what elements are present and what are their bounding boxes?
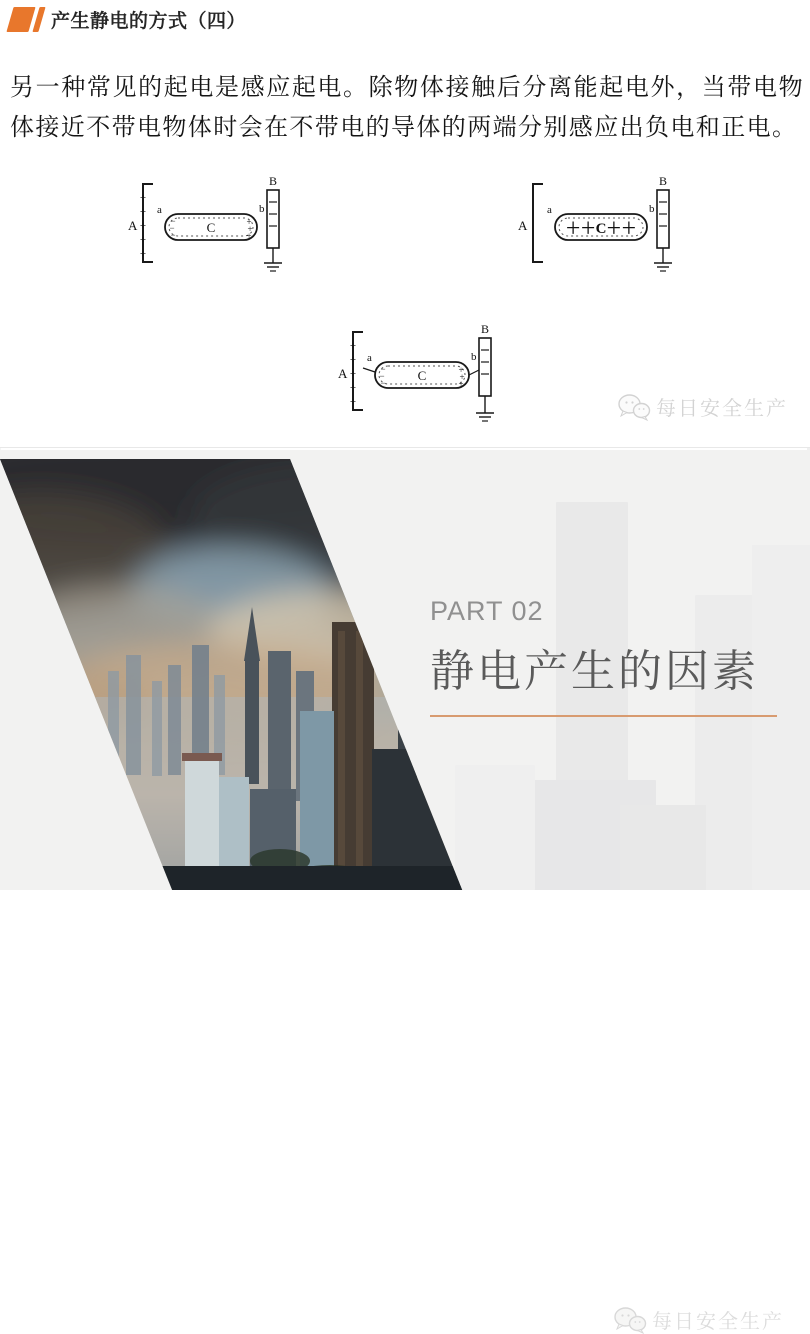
- plate-a-charge: +: [139, 220, 147, 232]
- plate-a-label: A: [338, 366, 348, 381]
- conductor-right-charge: +: [246, 231, 252, 241]
- ghost-building: [455, 765, 535, 890]
- title-underline-rule: [430, 715, 777, 717]
- terminal-b-label: b: [649, 203, 655, 215]
- wechat-chat-bubbles-icon: [613, 1306, 647, 1334]
- terminal-b-label: b: [259, 203, 265, 215]
- conductor-right-charge: +: [247, 224, 253, 234]
- conductor-left-charge: −: [379, 371, 385, 381]
- slide-two: [0, 450, 810, 1333]
- plate-a-charge: +: [139, 206, 147, 218]
- watermark-text: 每日安全生产: [652, 1311, 784, 1333]
- page-title: 产生静电的方式（四）: [51, 11, 247, 32]
- city-skyline-photo: [0, 459, 464, 890]
- slide-title-block: [430, 596, 777, 717]
- plate-a-charge: +: [349, 382, 357, 394]
- conductor-left-charge: −: [169, 223, 175, 233]
- conductor-right-charge: +: [458, 365, 464, 375]
- terminal-a-label: a: [547, 204, 552, 216]
- slash-big-shape: [6, 7, 35, 32]
- plate-a-charge: +: [349, 354, 357, 366]
- conductor-left-charge: −: [380, 364, 386, 374]
- induction-diagram-3: [333, 320, 513, 432]
- induction-diagram-1: [123, 172, 303, 280]
- plate-b-label: B: [480, 322, 490, 336]
- conductor-right-charge: +: [459, 372, 465, 382]
- slide-title: 静电产生的因素: [430, 647, 759, 696]
- plate-a-charge: +: [139, 234, 147, 246]
- part-number-label: PART 02: [430, 596, 544, 626]
- conductor-left-charge: −: [380, 378, 386, 388]
- conductor-left-charge: −: [170, 230, 176, 240]
- plate-b-label: B: [658, 174, 668, 188]
- orange-slash-icon: [10, 7, 42, 32]
- plate-a-label: A: [128, 218, 138, 233]
- ghost-building: [620, 805, 706, 890]
- plate-a-charge: +: [139, 248, 147, 260]
- wechat-chat-bubbles-icon: [617, 393, 651, 421]
- terminal-a-label: a: [157, 204, 162, 216]
- watermark-text: 每日安全生产: [656, 398, 788, 420]
- conductor-left-charge: −: [170, 216, 176, 226]
- terminal-a-label: a: [367, 352, 372, 364]
- watermark-top: [617, 392, 788, 421]
- conductor-charges-text: ＋＋C＋＋: [565, 221, 637, 237]
- plate-a-label: A: [518, 218, 528, 233]
- plate-a-charge: +: [349, 368, 357, 380]
- conductor-right-charge: +: [458, 379, 464, 389]
- conductor-c-label: C: [417, 368, 427, 383]
- terminal-b-label: b: [471, 351, 477, 363]
- induction-diagram-2: [513, 172, 693, 280]
- plate-a-charge: +: [349, 340, 357, 352]
- conductor-right-charge: +: [246, 217, 252, 227]
- watermark-bottom: [613, 1305, 784, 1334]
- conductor-c-label: C: [206, 220, 216, 235]
- section-header: [10, 6, 246, 33]
- plate-b-label: B: [268, 174, 278, 188]
- plate-a-charge: +: [349, 396, 357, 408]
- plate-a-charge: +: [139, 192, 147, 204]
- slide-one: [0, 0, 810, 448]
- body-paragraph: 另一种常见的起电是感应起电。除物体接触后分离能起电外，当带电物体接近不带电物体时会在不带电的导体的两端分别感应出负电和正电。: [10, 74, 804, 141]
